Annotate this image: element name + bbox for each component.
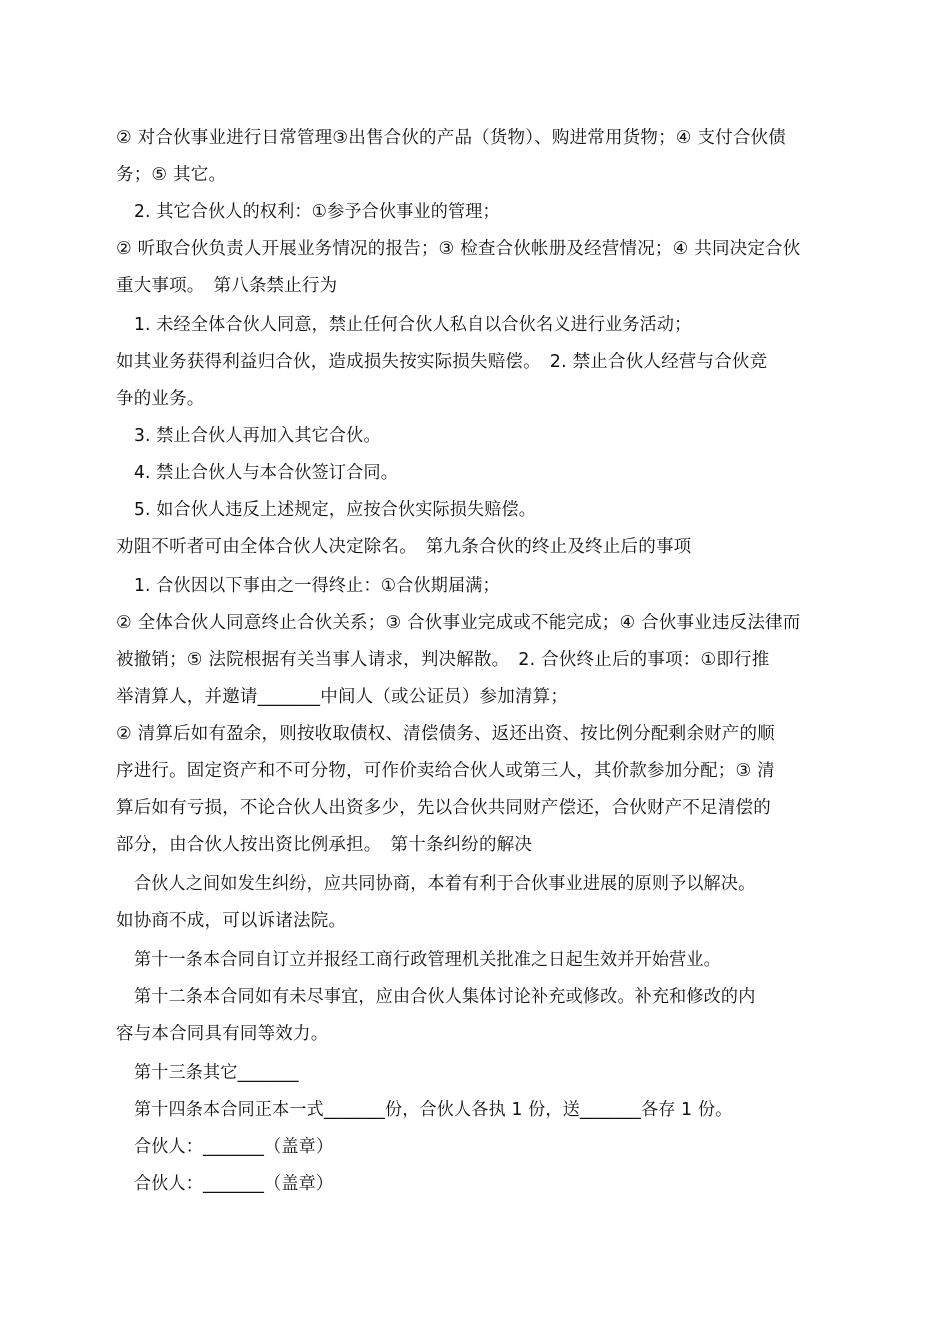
text-line: 第十四条本合同正本一式_______份，合伙人各执 1 份，送_______各存 1 份。 [134,1100,733,1120]
text-line: 如协商不成，可以诉诸法院。 [116,911,347,931]
text-line: 争的业务。 [116,389,205,409]
text-line: ② 对合伙事业进行日常管理③出售合伙的产品（货物）、购进常用货物；④ 支付合伙债 [116,128,786,148]
text-line: 重大事项。 第八条禁止行为 [116,276,338,296]
text-line: 1. 未经全体合伙人同意，禁止任何合伙人私自以合伙名义进行业务活动； [134,315,692,335]
text-line: 合伙人之间如发生纠纷，应共同协商，本着有利于合伙事业进展的原则予以解决。 [134,874,756,894]
text-line: 部分，由合伙人按出资比例承担。 第十条纠纷的解决 [116,835,533,855]
text-line: 第十二条本合同如有未尽事宜，应由合伙人集体讨论补充或修改。补充和修改的内 [134,987,756,1007]
text-line: 举清算人，并邀请_______中间人（或公证员）参加清算； [116,687,569,707]
text-line: ② 听取合伙负责人开展业务情况的报告；③ 检查合伙帐册及经营情况；④ 共同决定合伙 [116,239,801,259]
text-line: 如其业务获得利益归合伙，造成损失按实际损失赔偿。 2. 禁止合伙人经营与合伙竞 [116,352,768,372]
text-line: 2. 其它合伙人的权利：①参予合伙事业的管理； [134,202,500,222]
text-line: 务；⑤ 其它。 [116,165,227,185]
text-line: 5. 如合伙人违反上述规定，应按合伙实际损失赔偿。 [134,500,537,520]
text-line: 被撤销；⑤ 法院根据有关当事人请求，判决解散。 2. 合伙终止后的事项：①即行推 [116,650,770,670]
text-line: 第十三条其它_______ [134,1063,299,1083]
text-line: ② 清算后如有盈余，则按收取债权、清偿债务、返还出资、按比例分配剩余财产的顺 [116,724,775,744]
text-line: 1. 合伙因以下事由之一得终止：①合伙期届满； [134,576,500,596]
text-line: 算后如有亏损，不论合伙人出资多少，先以合伙共同财产偿还，合伙财产不足清偿的 [116,798,771,818]
text-line: 劝阻不听者可由全体合伙人决定除名。 第九条合伙的终止及终止后的事项 [116,537,692,557]
text-line: 容与本合同具有同等效力。 [116,1024,329,1044]
signature-line: 合伙人：_______（盖章） [134,1137,334,1157]
text-line: 4. 禁止合伙人与本合伙签订合同。 [134,463,398,483]
text-line: 序进行。固定资产和不可分物，可作价卖给合伙人或第三人，其价款参加分配；③ 清 [116,761,775,781]
text-line: ② 全体合伙人同意终止合伙关系；③ 合伙事业完成或不能完成；④ 合伙事业违反法律而 [116,613,801,633]
text-line: 第十一条本合同自订立并报经工商行政管理机关批准之日起生效并开始营业。 [134,950,721,970]
text-line: 3. 禁止合伙人再加入其它合伙。 [134,426,381,446]
signature-line: 合伙人：_______（盖章） [134,1174,334,1194]
